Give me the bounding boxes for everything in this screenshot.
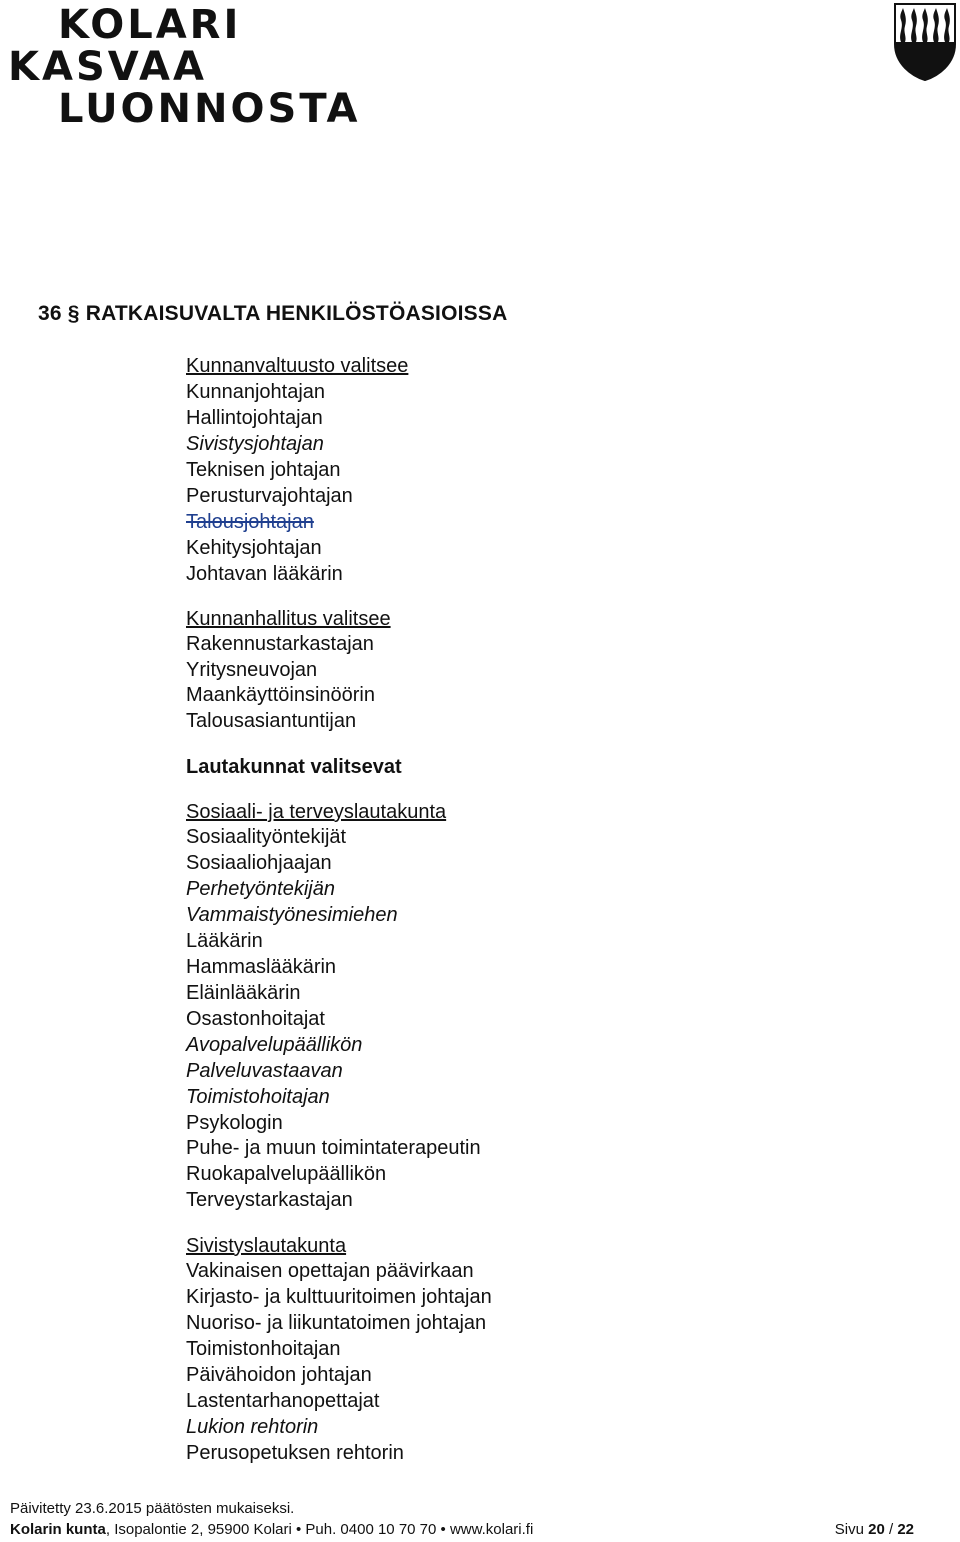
list-item: Sosiaaliohjaajan: [186, 852, 332, 874]
list-item: Palveluvastaavan: [186, 1060, 343, 1082]
list-item: Talousasiantuntijan: [186, 710, 357, 732]
list-item: Sosiaalityöntekijät: [186, 826, 347, 848]
kolari-logo: [8, 4, 360, 130]
list-item: Puhe- ja muun toimintaterapeutin: [186, 1137, 481, 1159]
list-item: Lääkärin: [186, 930, 263, 952]
list-item: Kehitysjohtajan: [186, 537, 322, 559]
list-item: Perhetyöntekijän: [186, 878, 335, 900]
page-current: 20: [868, 1521, 885, 1538]
list-item: Toimistonhoitajan: [186, 1338, 341, 1360]
logo-line-2: KASVAA: [8, 44, 207, 90]
list-item-struck: Talousjohtajan: [186, 511, 314, 533]
group-title-sosiaali: Sosiaali- ja terveyslautakunta: [186, 801, 447, 823]
list-item: Avopalvelupäällikön: [186, 1034, 363, 1056]
list-item: Vammaistyönesimiehen: [186, 904, 398, 926]
footer-address: [10, 1521, 533, 1538]
list-item: Kunnanjohtajan: [186, 381, 326, 403]
list-item: Rakennustarkastajan: [186, 633, 374, 655]
section-heading: 36 § RATKAISUVALTA HENKILÖSTÖASIOISSA: [38, 302, 508, 325]
list-item: Psykologin: [186, 1112, 283, 1134]
list-item: Vakinaisen opettajan päävirkaan: [186, 1260, 474, 1282]
list-item: Lastentarhanopettajat: [186, 1390, 380, 1412]
list-item: Lukion rehtorin: [186, 1416, 319, 1438]
list-item: Ruokapalvelupäällikön: [186, 1163, 387, 1185]
list-item: Teknisen johtajan: [186, 459, 341, 481]
group-title-valtuusto: Kunnanvaltuusto valitsee: [186, 355, 409, 377]
footer-org-name: Kolarin kunta: [10, 1521, 106, 1538]
list-item: Toimistohoitajan: [186, 1086, 330, 1108]
list-item: Osastonhoitajat: [186, 1008, 325, 1030]
list-item: Nuoriso- ja liikuntatoimen johtajan: [186, 1312, 487, 1334]
footer-contact: , Isopalontie 2, 95900 Kolari • Puh. 0400 10 70 70 • www.kolari.fi: [105, 1521, 534, 1538]
page-separator: /: [884, 1521, 898, 1538]
list-item: Hammaslääkärin: [186, 956, 337, 978]
coat-of-arms-icon: [892, 2, 958, 82]
list-item: Hallintojohtajan: [186, 407, 323, 429]
group-title-lautakunnat: Lautakunnat valitsevat: [186, 756, 402, 778]
list-item: Perusturvajohtajan: [186, 485, 353, 507]
list-item: Kirjasto- ja kulttuuritoimen johtajan: [186, 1286, 492, 1308]
page-prefix: Sivu: [834, 1521, 869, 1538]
logo-line-1: KOLARI: [58, 2, 242, 48]
list-item: Terveystarkastajan: [186, 1189, 353, 1211]
list-item: Yritysneuvojan: [186, 659, 318, 681]
group-title-hallitus: Kunnanhallitus valitsee: [186, 608, 391, 630]
list-item: Sivistysjohtajan: [186, 433, 324, 455]
group-title-sivistys: Sivistyslautakunta: [186, 1235, 347, 1257]
page-total: 22: [897, 1521, 914, 1538]
logo-line-3: LUONNOSTA: [58, 86, 361, 132]
page-number: [835, 1521, 914, 1538]
list-item: Maankäyttöinsinöörin: [186, 684, 375, 706]
footer-updated-note: Päivitetty 23.6.2015 päätösten mukaiseksi.: [10, 1500, 295, 1517]
list-item: Perusopetuksen rehtorin: [186, 1442, 404, 1464]
list-item: Päivähoidon johtajan: [186, 1364, 372, 1386]
list-item: Johtavan lääkärin: [186, 563, 343, 585]
list-item: Eläinlääkärin: [186, 982, 301, 1004]
